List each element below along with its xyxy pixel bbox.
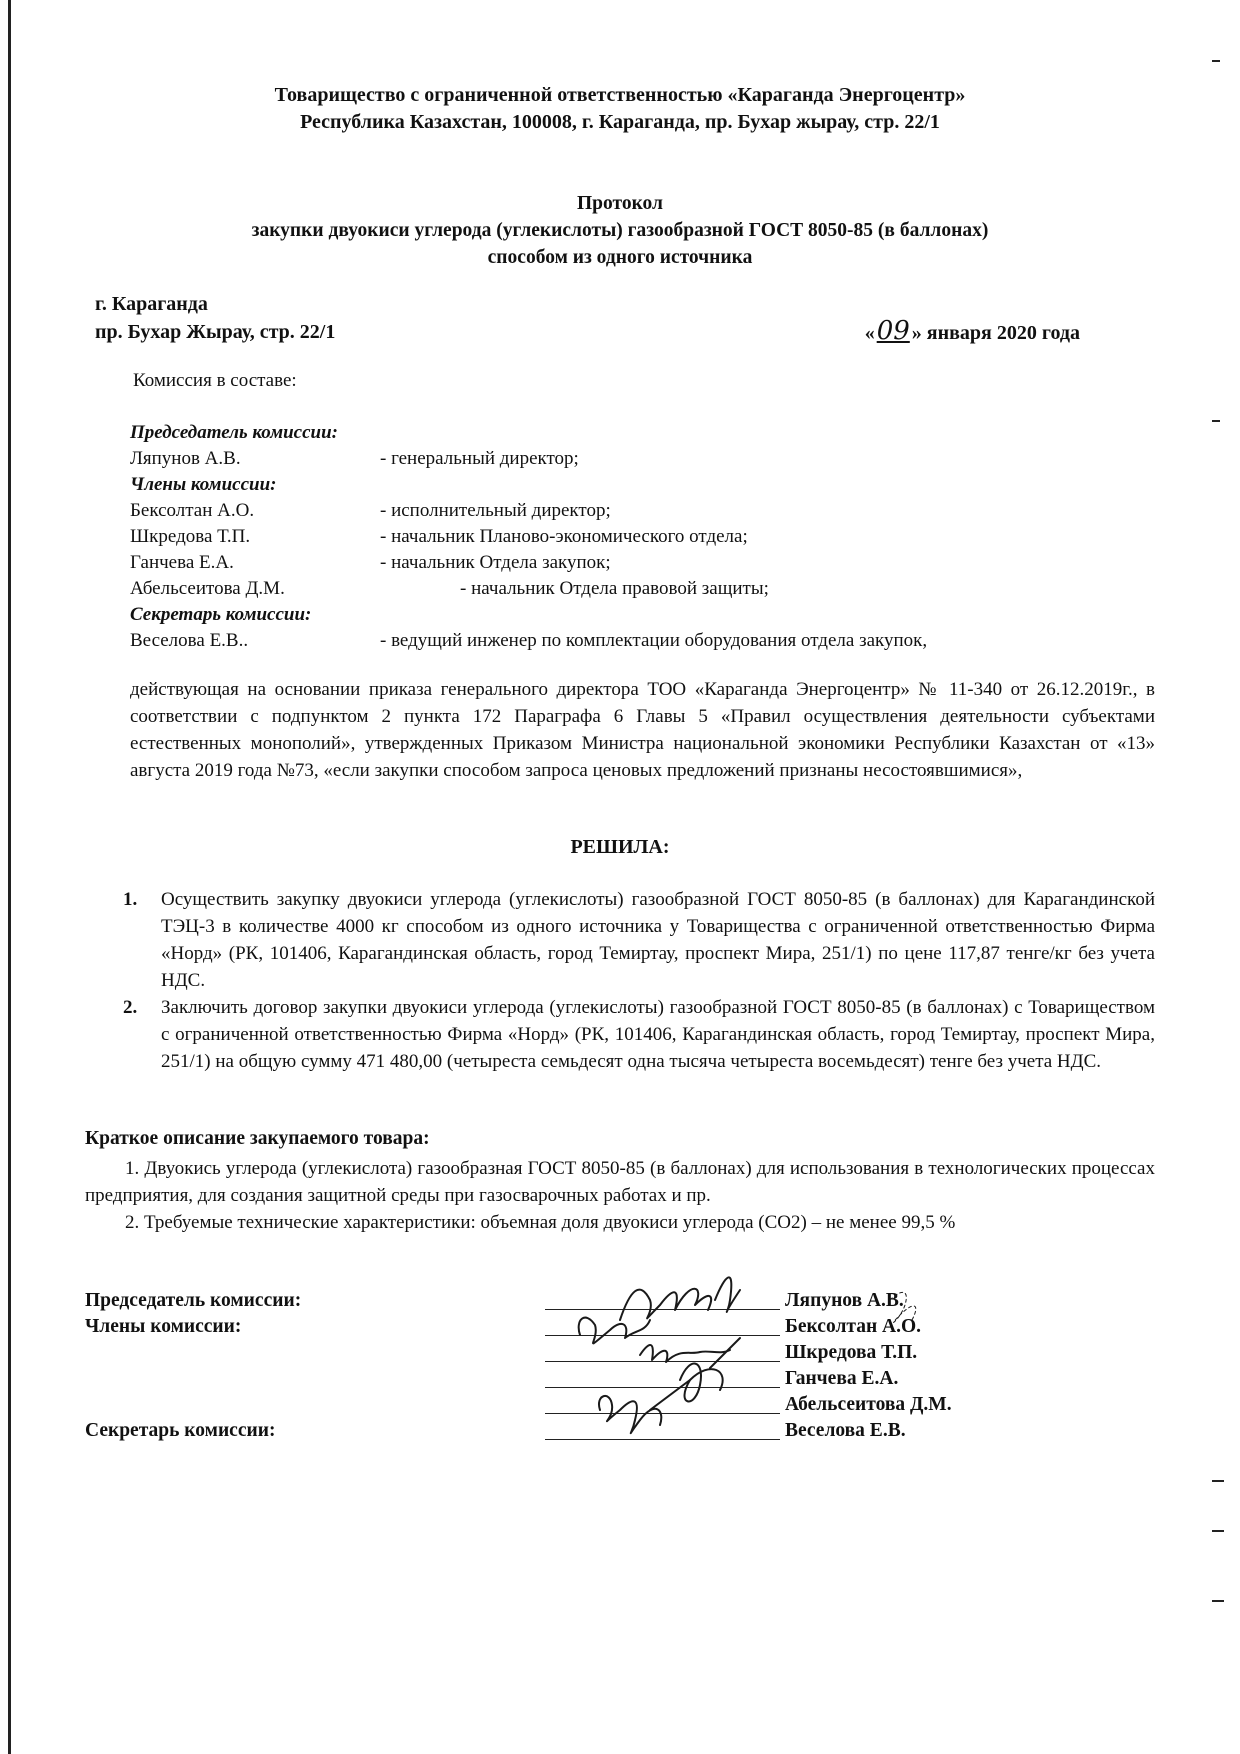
member-name: Ляпунов А.В.	[130, 448, 241, 469]
basis-paragraph: действующая на основании приказа генерального директора ТОО «Караганда Энергоцентр» № 11-340 от 26.12.2019г., в соответствии с подпунктом 2 пункта 172 Параграфа 6 Главы 5 «Правил осуществления деятельности субъектами естественных монополий», утвержденных Приказом Министра национальной экономики Республики Казахстан от «13» августа 2019 года №73, «если закупки способом запроса ценовых предложений признаны несостоявшимися»,	[130, 679, 1155, 781]
sig-name: Ляпунов А.В.	[785, 1290, 904, 1311]
decision-item	[118, 994, 1155, 1075]
date-close-quote: »	[911, 322, 922, 344]
signature-secretary	[599, 1380, 690, 1433]
member-position: - начальник Отдела закупок;	[380, 552, 611, 573]
member-position: - начальник Планово-экономического отдела;	[380, 526, 748, 547]
member-position: - исполнительный директор;	[380, 500, 611, 521]
member-name: Ганчева Е.А.	[130, 552, 234, 573]
date-open-quote: «	[864, 322, 875, 344]
secretary-label: Секретарь комиссии:	[130, 604, 312, 625]
scan-mark	[1212, 60, 1220, 62]
document-title	[0, 190, 1240, 271]
title-subject: закупки двуокиси углерода (углекислоты) газообразной ГОСТ 8050-85 (в баллонах)	[251, 220, 989, 241]
sig-members-label: Члены комиссии:	[85, 1316, 242, 1337]
brief-description	[85, 1155, 1155, 1236]
member-position: - начальник Отдела правовой защиты;	[460, 578, 769, 599]
brief-item: 1. Двуокись углерода (углекислота) газообразная ГОСТ 8050-85 (в баллонах) для использования в технологических процессах предприятия, для создания защитной среды при газосварочных работах и пр.	[85, 1158, 1155, 1206]
header-org-address: Республика Казахстан, 100008, г. Караганда, пр. Бухар жырау, стр. 22/1	[300, 111, 940, 133]
members-label: Члены комиссии:	[130, 474, 277, 495]
decision-text: Заключить договор закупки двуокиси углерода (углекислоты) газообразной ГОСТ 8050-85 (в баллонах) с Товариществом с ограниченной ответственностью Фирма «Норд» (РК, 101406, Карагандинская область, город Темиртау, проспект Мира, 251/1) на общую сумму 471 480,00 (четыреста семьдесят одна тысяча четыреста восемьдесят) тенге без учета НДС.	[161, 997, 1155, 1072]
protocol-date	[865, 316, 1080, 346]
sig-name: Абельсеитова Д.М.	[785, 1394, 952, 1415]
signature-member-2	[640, 1345, 730, 1362]
date-month-year: января 2020 года	[921, 322, 1080, 344]
signature-member-3	[680, 1338, 740, 1401]
sig-secretary-label: Секретарь комиссии:	[85, 1420, 276, 1441]
member-row	[130, 524, 1080, 550]
member-row	[130, 576, 1080, 602]
member-name: Абельсеитова Д.М.	[130, 578, 285, 599]
sig-name: Шкредова Т.П.	[785, 1342, 918, 1363]
place-address: пр. Бухар Жырау, стр. 22/1	[95, 321, 336, 343]
member-row	[130, 498, 1080, 524]
header-org-name: Товарищество с ограниченной ответственностью «Караганда Энергоцентр»	[274, 84, 966, 106]
member-position: - генеральный директор;	[380, 448, 579, 469]
scan-mark	[1212, 420, 1220, 422]
decision-item	[118, 886, 1155, 994]
chairman-label: Председатель комиссии:	[130, 422, 338, 443]
decision-number: 2.	[123, 997, 138, 1018]
member-row	[130, 550, 1080, 576]
sig-name: Веселова Е.В.	[785, 1420, 906, 1441]
sig-name: Ганчева Е.А.	[785, 1368, 899, 1389]
sig-name: Бексолтан А.О.	[785, 1316, 922, 1337]
signature-chairman	[620, 1277, 740, 1320]
scan-mark	[1212, 1600, 1224, 1602]
member-name: Бексолтан А.О.	[130, 500, 255, 521]
member-name: Шкредова Т.П.	[130, 526, 251, 547]
scan-mark	[1212, 1530, 1224, 1532]
signature-member-1	[579, 1318, 650, 1344]
signature-stamp-scribble	[890, 1292, 916, 1322]
commission-intro: Комиссия в составе:	[133, 370, 297, 391]
document-header	[0, 82, 1240, 136]
brief-item: 2. Требуемые технические характеристики: объемная доля двуокиси углерода (СО2) – не менее 99,5 %	[125, 1212, 956, 1233]
brief-title: Краткое описание закупаемого товара:	[85, 1128, 430, 1149]
decision-number: 1.	[123, 889, 138, 910]
member-row	[130, 446, 1080, 472]
decision-text: Осуществить закупку двуокиси углерода (углекислоты) газообразной ГОСТ 8050-85 (в баллонах) для Карагандинской ТЭЦ-3 в количестве 4000 кг способом из одного источника у Товарищества с ограниченной ответственностью Фирма «Норд» (РК, 101406, Карагандинская область, город Темиртау, проспект Мира, 251/1) по цене 117,87 тенге/кг без учета НДС.	[161, 889, 1155, 991]
place-block	[95, 290, 335, 346]
commission-members	[130, 420, 1080, 654]
title-protocol: Протокол	[577, 193, 663, 214]
handwritten-signatures	[540, 1260, 1020, 1450]
place-city: г. Караганда	[95, 293, 208, 315]
member-position: - ведущий инженер по комплектации оборудования отдела закупок,	[380, 630, 928, 651]
member-name: Веселова Е.В..	[130, 630, 249, 651]
title-method: способом из одного источника	[487, 247, 753, 268]
decisions-list	[118, 886, 1155, 1075]
scan-mark	[1212, 1480, 1224, 1482]
sig-chairman-label: Председатель комиссии:	[85, 1290, 302, 1311]
decided-heading: РЕШИЛА:	[570, 836, 670, 858]
member-row	[130, 628, 1080, 654]
date-day: 09	[876, 316, 910, 346]
